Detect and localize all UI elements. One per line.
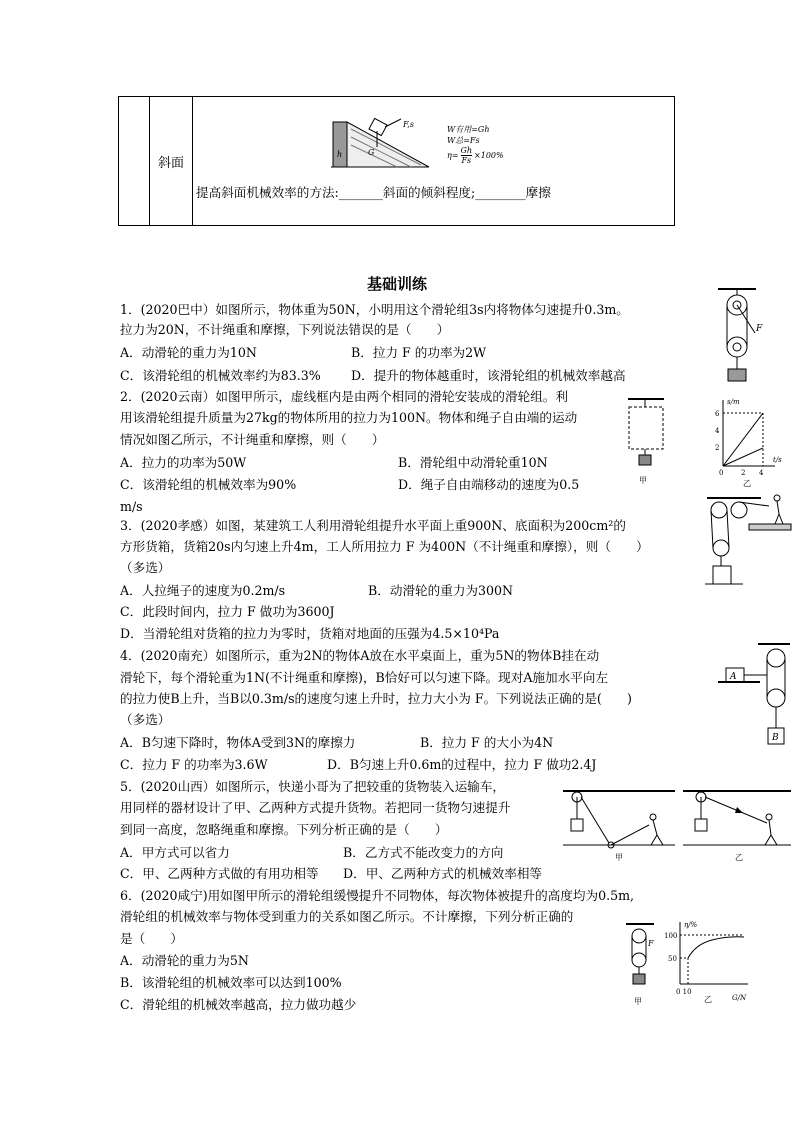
- y-axis-label: s/m: [727, 398, 740, 406]
- q3-option-d: D．当滑轮组对货箱的拉力为零时，货箱对地面的压强为4.5×10⁴Pa: [120, 626, 500, 641]
- q1-option-a: A．动滑轮的重力为10N: [120, 345, 257, 360]
- q4-stem-line2: 滑轮下，每个滑轮重为1N(不计绳重和摩擦)，B恰好可以匀速下降。现对A施加水平向左: [120, 670, 608, 685]
- slope-label-cell: [150, 97, 193, 226]
- q2-option-c: C．该滑轮组的机械效率为90%: [120, 477, 297, 492]
- label-yi: 乙: [743, 479, 751, 488]
- cargo-box: [571, 819, 583, 831]
- y-tick-2: 2: [715, 444, 720, 452]
- weight-block: [633, 974, 645, 984]
- q3-pulley-figure: [703, 492, 793, 592]
- q2-option-b: B．滑轮组中动滑轮重10N: [398, 455, 548, 470]
- slope-table: [118, 96, 675, 226]
- label-F: F: [648, 939, 654, 948]
- movable-pulley: [632, 953, 646, 967]
- worker-leg: [775, 514, 779, 524]
- label-Fs: F,s: [403, 120, 414, 129]
- label-yi: 乙: [704, 995, 712, 1004]
- q3-stem-line2: 方形货箱，货箱20s内匀速上升4m，工人所用拉力 F 为400N（不计绳重和摩擦），则（ ）: [120, 539, 649, 554]
- q6-option-b: B．该滑轮组的机械效率可以达到100%: [120, 975, 342, 990]
- q1-stem-line1: 1．(2020巴中）如图所示，物体重为50N，小明用这个滑轮组3s内将物体匀速提升0.3m。: [120, 302, 629, 317]
- label-jia: 甲: [634, 997, 642, 1006]
- worker-head: [774, 495, 780, 501]
- q3-stem-line1: 3．(2020孝感）如图，某建筑工人利用滑轮组提升水平面上重900N、底面积为200cm²的: [120, 518, 626, 533]
- q4-pulley-figure: [718, 640, 794, 750]
- courier-leg: [657, 835, 663, 845]
- x-axis-label: t/s: [773, 456, 782, 464]
- q2-option-a: A．拉力的功率为50W: [120, 455, 247, 470]
- q6-option-c: C．滑轮组的机械效率越高，拉力做功越少: [120, 997, 357, 1012]
- q1-pulley-figure: [710, 285, 770, 385]
- eta-percent: ×100%: [474, 151, 504, 160]
- q2-stem-line3: 情况如图乙所示，不计绳重和摩擦，则（ ）: [120, 432, 385, 447]
- formula-efficiency: [447, 146, 504, 165]
- q5-stem-line2: 用同样的器材设计了甲、乙两种方式提升货物。若把同一货物匀速提升: [120, 800, 511, 815]
- series-object: [723, 448, 763, 466]
- q6-graph-yi: [664, 918, 754, 1010]
- label-yi: 乙: [735, 853, 743, 862]
- q5-stem-line1: 5．(2020山西）如图所示，快递小哥为了把较重的货物装入运输车，: [120, 779, 506, 794]
- fixed-pulley: [767, 649, 785, 667]
- q5-option-b: B．乙方式不能改变力的方向: [343, 845, 504, 860]
- courier-leg: [765, 835, 771, 845]
- dashed-box: [629, 407, 663, 449]
- q6-stem-line1: 6．(2020咸宁)用如图甲所示的滑轮组缓慢提升不同物体，每次物体被提升的高度均为0.5m,: [120, 888, 635, 903]
- q4-stem-line1: 4．(2020南充）如图所示，重为2N的物体A放在水平桌面上，重为5N的物体B挂在动: [120, 648, 600, 663]
- courier-head: [650, 814, 656, 820]
- eta-symbol: η=: [447, 151, 459, 160]
- incline-plane: [347, 122, 429, 167]
- label-h: h: [337, 150, 343, 159]
- q3-option-b: B．动滑轮的重力为300N: [368, 583, 514, 598]
- rope: [581, 797, 609, 843]
- movable-pulley: [767, 689, 785, 707]
- cargo-box: [713, 566, 731, 584]
- efficiency-formulas: [447, 124, 504, 165]
- movable-pulley: [713, 540, 729, 556]
- q2-figure-jia: [624, 395, 669, 487]
- y-tick-100: 100: [664, 932, 678, 940]
- eta-numerator: Gh: [460, 146, 473, 155]
- weight-block: [728, 369, 746, 381]
- q2-stem-line1: 2．(2020云南）如图甲所示，虚线框内是由两个相同的滑轮安装成的滑轮组。利: [120, 389, 568, 404]
- q4-stem-line3: 的拉力使B上升，当B以0.3m/s的速度匀速上升时，拉力大小为 F。下列说法正确的是( ): [120, 691, 632, 706]
- weight-block: [639, 455, 651, 465]
- label-jia: 甲: [639, 476, 647, 485]
- x-axis-label: G/N: [732, 994, 747, 1002]
- section-title: 基础训练: [366, 275, 427, 293]
- q6-figure-jia: [622, 920, 662, 1010]
- courier-body: [769, 820, 771, 835]
- table-blank-cell: [119, 97, 150, 226]
- courier-leg: [771, 835, 777, 845]
- cargo-box: [695, 819, 707, 831]
- slope-content-cell: [193, 97, 675, 226]
- label-G: G: [368, 148, 375, 157]
- fixed-pulley: [731, 502, 747, 518]
- direction-arrow: [735, 807, 743, 813]
- courier-leg: [651, 835, 657, 845]
- q4-option-a: A．B匀速下降时，物体A受到3N的摩擦力: [120, 735, 356, 750]
- q5-option-c: C．甲、乙两种方式做的有用功相等: [120, 866, 319, 881]
- movable-pulley-hub: [733, 343, 741, 351]
- q4-option-b: B．拉力 F 的大小为4N: [420, 735, 554, 750]
- worker-leg: [779, 514, 783, 524]
- q3-option-c: C．此段时间内，拉力 F 做功为3600J: [120, 604, 335, 619]
- q5-option-d: D．甲、乙两种方式的机械效率相等: [343, 866, 543, 881]
- rope-to-courier: [611, 825, 649, 845]
- formula-total-work: W总=Fs: [447, 136, 480, 145]
- force-arrow: [385, 119, 401, 127]
- label-jia: 甲: [615, 853, 623, 862]
- q4-stem-line4: （多选）: [120, 712, 171, 727]
- q5-option-a: A．甲方式可以省力: [120, 845, 230, 860]
- q3-option-a: A．人拉绳子的速度为0.2m/s: [120, 583, 286, 598]
- q1-option-c: C．该滑轮组的机械效率约为83.3%: [120, 368, 321, 383]
- platform: [749, 524, 791, 530]
- y-axis-label: η/%: [684, 921, 698, 929]
- slope-label: 斜面: [157, 155, 184, 171]
- q2-stem-line2: 用该滑轮组提升质量为27kg的物体所用的拉力为100N。物体和绳子自由端的运动: [120, 410, 578, 425]
- q5-stem-line3: 到同一高度，忽略绳重和摩擦。下列分析正确的是（ ）: [120, 822, 448, 837]
- q4-option-c: C．拉力 F 的功率为3.6W: [120, 757, 268, 772]
- q6-stem-line2: 滑轮组的机械效率与物体受到重力的关系如图乙所示。不计摩擦，下列分析正确的: [120, 909, 574, 924]
- label-F: F: [756, 324, 763, 334]
- q1-stem-line2: 拉力为20N，不计绳重和摩擦，下列说法错误的是（ ）: [120, 322, 450, 337]
- slope-method-text: 提高斜面机械效率的方法:_______斜面的倾斜程度;________摩擦: [196, 185, 551, 200]
- incline-wall: [333, 122, 347, 167]
- incline-block: [369, 118, 387, 135]
- incline-figure: [331, 117, 431, 172]
- x-tick-0: 0: [719, 469, 724, 477]
- q2-option-d-line2: m/s: [120, 499, 143, 514]
- series-rope-end: [723, 413, 763, 466]
- q4-option-d: D．B匀速上升0.6m的过程中，拉力 F 做功2.4J: [327, 757, 597, 772]
- movable-pulley: [727, 337, 747, 357]
- fixed-pulley: [711, 502, 727, 518]
- q5-figure-yi: [683, 785, 793, 865]
- formula-useful-work: W有用=Gh: [447, 125, 490, 134]
- x-tick-4: 4: [759, 469, 764, 477]
- label-B: B: [772, 733, 779, 743]
- x-ticks: 0 10: [676, 988, 692, 996]
- worker-body: [777, 501, 779, 514]
- y-tick-6: 6: [715, 410, 720, 418]
- q6-stem-line3: 是（ ）: [120, 931, 183, 946]
- eta-fraction: [461, 146, 473, 165]
- q1-option-b: B．拉力 F 的功率为2W: [351, 345, 487, 360]
- x-tick-2: 2: [741, 469, 746, 477]
- q2-graph-yi: [705, 396, 785, 488]
- courier-head: [766, 814, 772, 820]
- q2-option-d-line1: D．绳子自由端移动的速度为0.5: [398, 477, 580, 492]
- label-A: A: [730, 672, 737, 682]
- eta-denominator: Fs: [461, 156, 472, 165]
- efficiency-curve: [688, 937, 744, 958]
- q1-option-d: D．提升的物体越重时，该滑轮组的机械效率越高: [351, 368, 626, 383]
- courier-body: [653, 820, 657, 835]
- fixed-pulley: [632, 929, 646, 943]
- y-tick-50: 50: [668, 955, 677, 963]
- q3-stem-line3: （多选）: [120, 560, 171, 575]
- q6-option-a: A．动滑轮的重力为5N: [120, 953, 249, 968]
- q5-figure-jia: [563, 785, 678, 865]
- y-tick-4: 4: [715, 427, 720, 435]
